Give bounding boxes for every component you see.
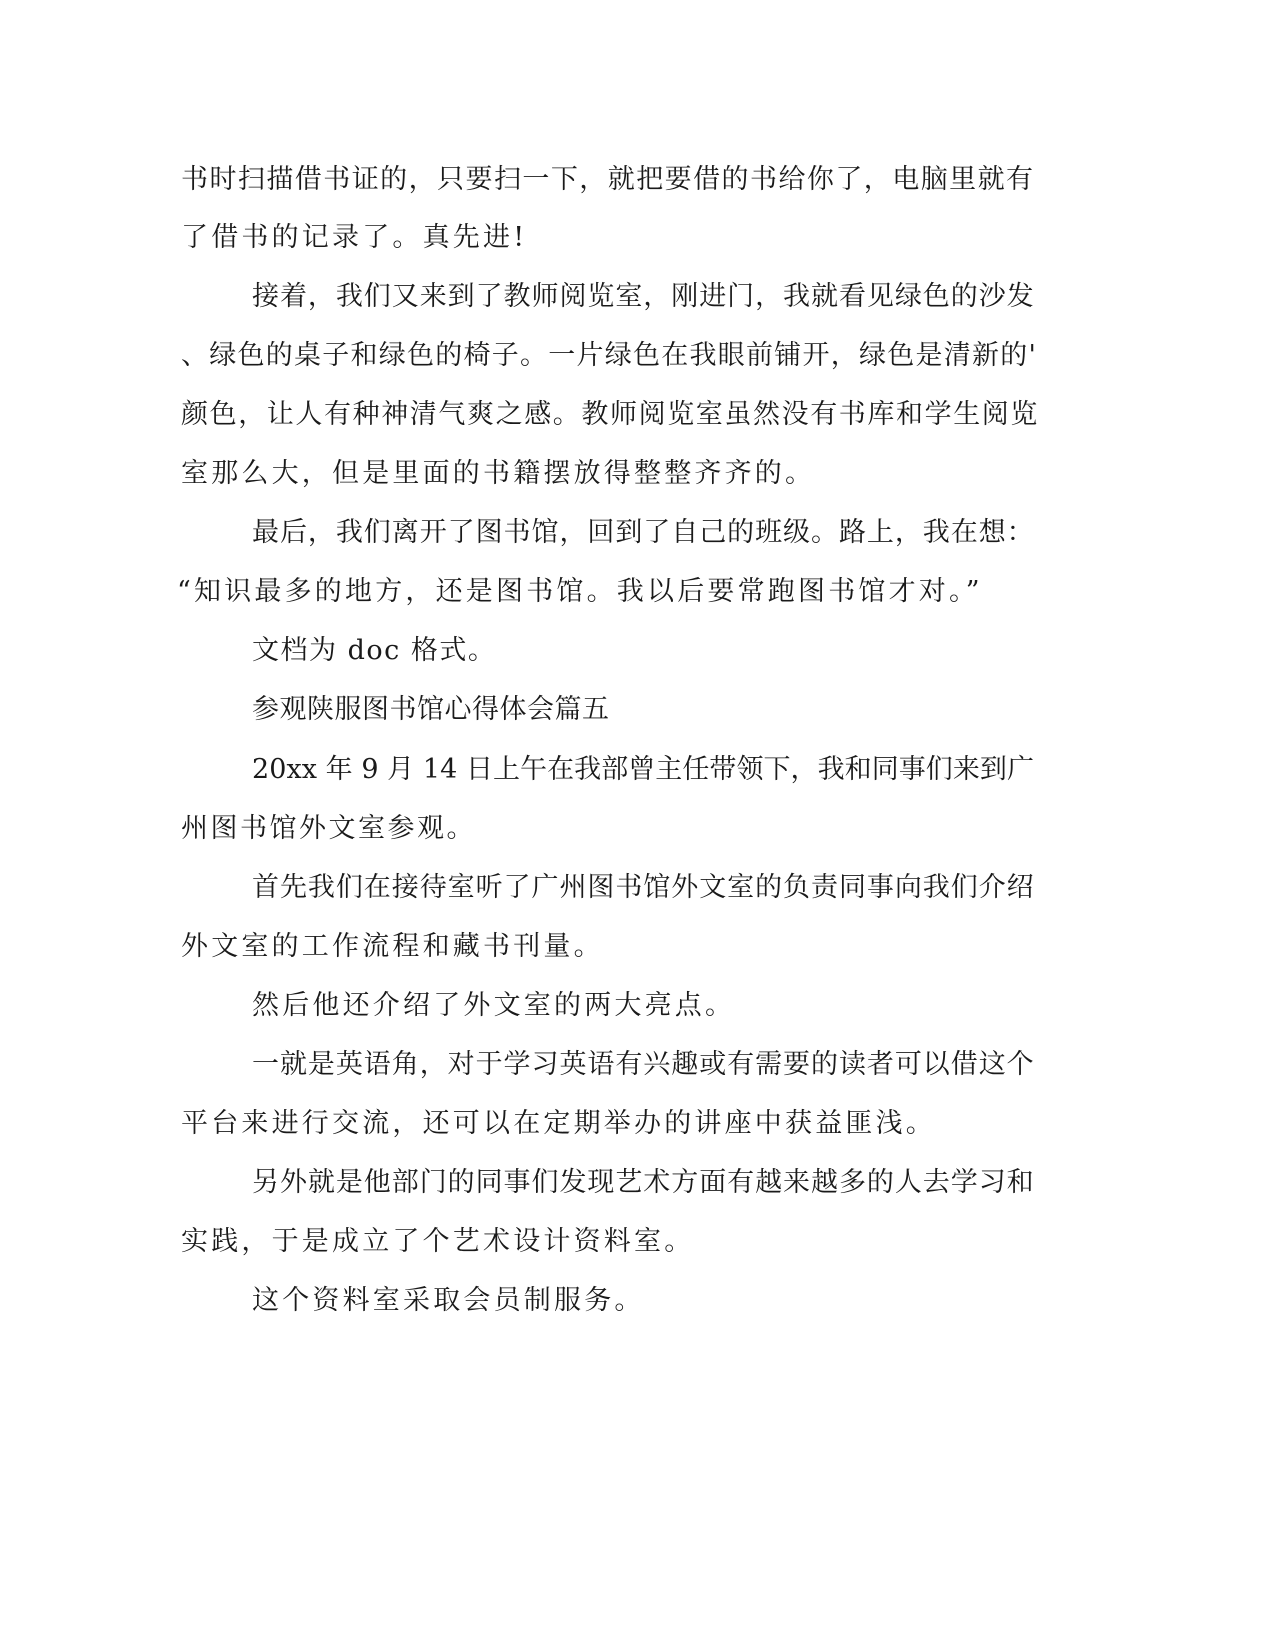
text-line: “知识最多的地方，还是图书馆。我以后要常跑图书馆才对。” (177, 576, 983, 607)
text-line: 参观陕服图书馆心得体会篇五 (252, 694, 610, 725)
text-line: 室那么大，但是里面的书籍摆放得整整齐齐的。 (181, 458, 816, 489)
text-line: 州图书馆外文室参观。 (181, 813, 476, 844)
text-line: 最后，我们离开了图书馆，回到了自己的班级。路上，我在想： (252, 517, 1035, 548)
text-line: 一就是英语角，对于学习英语有兴趣或有需要的读者可以借这个 (252, 1049, 1035, 1080)
text-line: 颜色，让人有种神清气爽之感。教师阅览室虽然没有书库和学生阅览 (181, 399, 1039, 430)
text-line: 文档为 doc 格式。 (252, 635, 497, 666)
text-line: 然后他还介绍了外文室的两大亮点。 (252, 990, 736, 1021)
text-line: 这个资料室采取会员制服务。 (252, 1285, 645, 1316)
text-line: 接着，我们又来到了教师阅览室，刚进门，我就看见绿色的沙发 (252, 281, 1035, 312)
text-line: 平台来进行交流，还可以在定期举办的讲座中获益匪浅。 (181, 1108, 936, 1139)
text-line: 外文室的工作流程和藏书刊量。 (181, 931, 604, 962)
text-line: 实践，于是成立了个艺术设计资料室。 (181, 1226, 695, 1257)
text-line: 首先我们在接待室听了广州图书馆外文室的负责同事向我们介绍 (252, 872, 1035, 903)
text-line: 书时扫描借书证的，只要扫一下，就把要借的书给你了，电脑里就有 (181, 164, 1035, 195)
text-line: 了借书的记录了。真先进! (181, 222, 528, 253)
text-line: 另外就是他部门的同事们发现艺术方面有越来越多的人去学习和 (252, 1167, 1035, 1198)
text-line: 、绿色的桌子和绿色的椅子。一片绿色在我眼前铺开，绿色是清新的' (181, 340, 1038, 371)
text-line: 20xx 年 9 月 14 日上午在我部曾主任带领下，我和同事们来到广 (252, 754, 1035, 785)
